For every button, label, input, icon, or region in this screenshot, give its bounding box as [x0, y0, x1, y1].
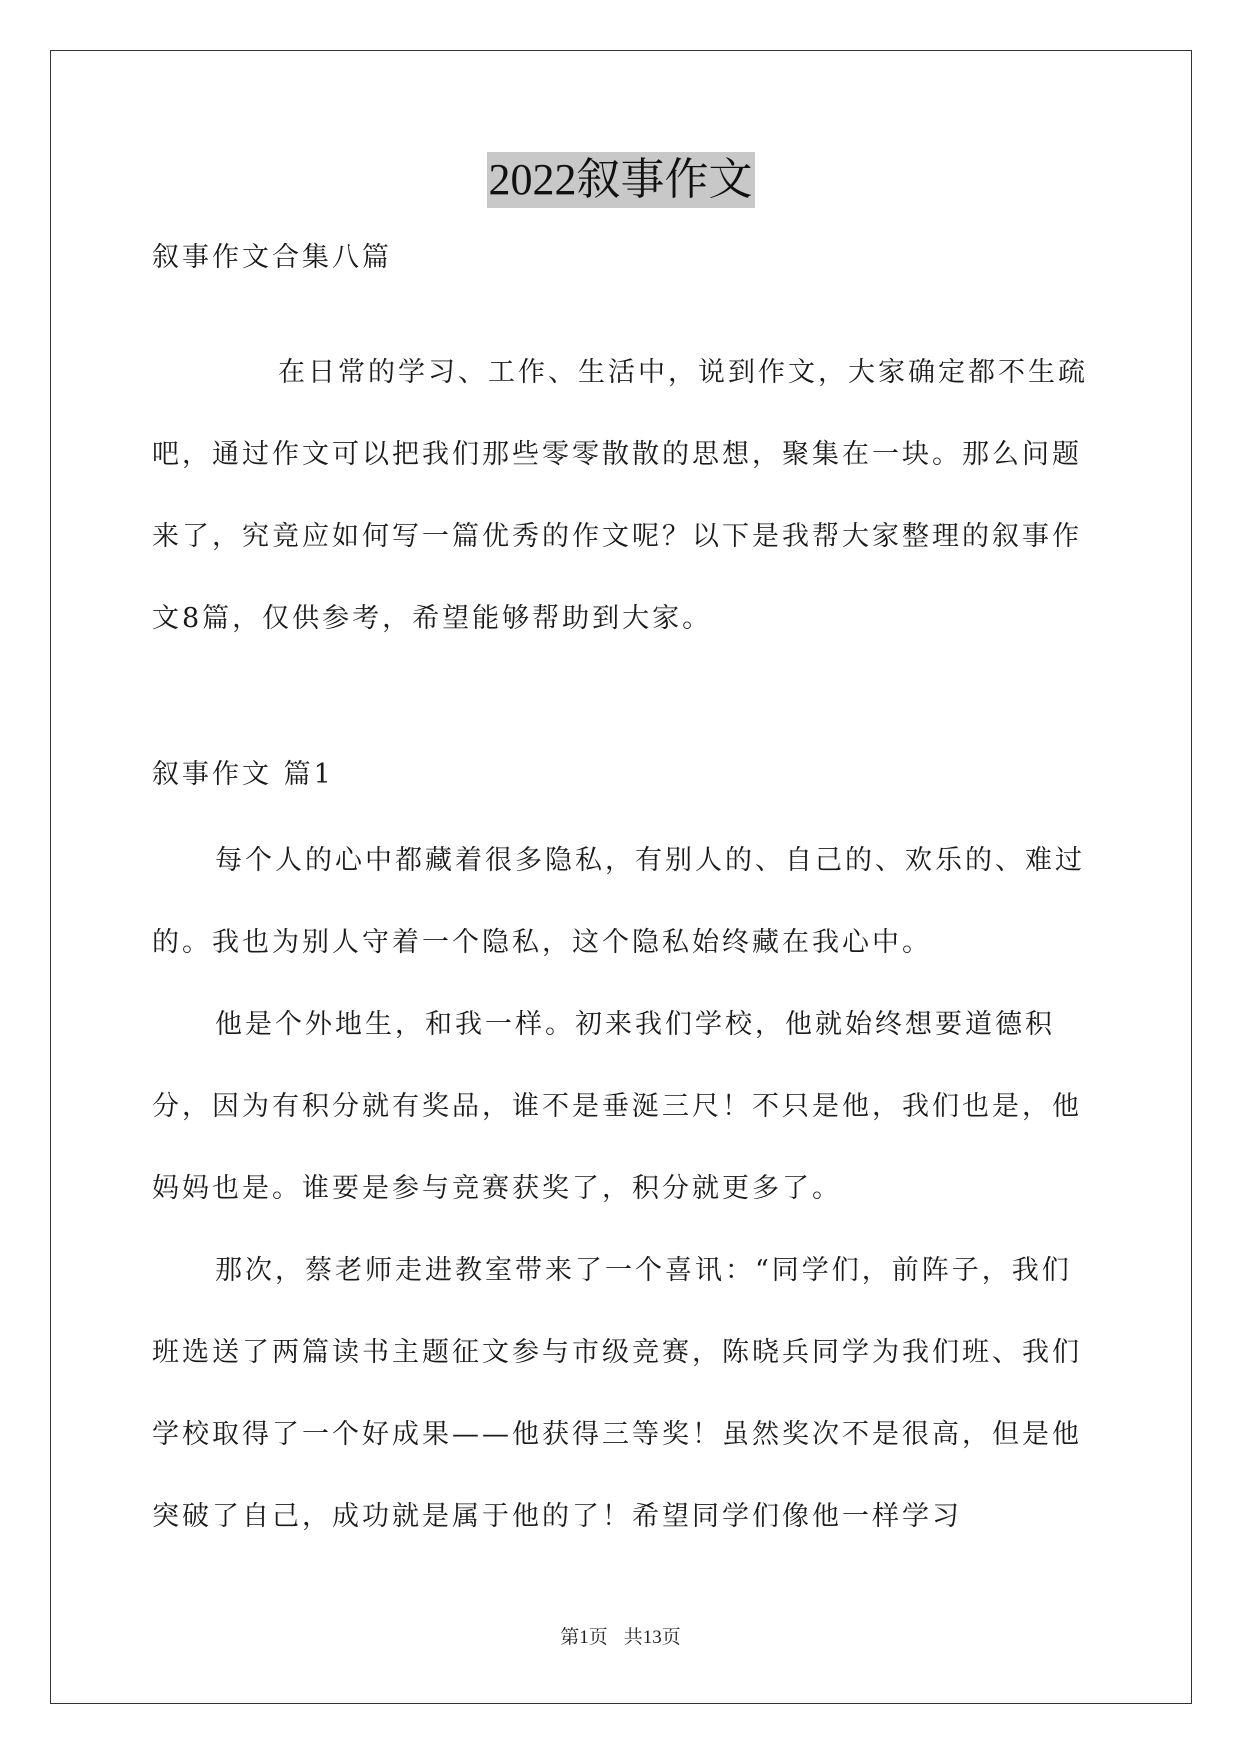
document-subtitle: 叙事作文合集八篇	[152, 242, 392, 273]
section-heading: 叙事作文 篇1	[152, 759, 334, 790]
intro-section	[152, 332, 1092, 660]
page-total: 共13页	[623, 1627, 681, 1648]
paragraph-1: 每个人的心中都藏着很多隐私，有别人的、自己的、欢乐的、难过的。我也为别人守着一个隐私，这个隐私始终藏在我心中。	[152, 845, 1085, 958]
page-footer	[0, 1622, 1241, 1649]
intro-paragraph: 在日常的学习、工作、生活中，说到作文，大家确定都不生疏吧，通过作文可以把我们那些零零散散的思想，聚集在一块。那么问题来了，究竟应如何写一篇优秀的作文呢？以下是我帮大家整理的叙事作文8篇，仅供参考，希望能够帮助到大家。	[152, 357, 1088, 634]
page-number: 第1页	[560, 1627, 608, 1648]
title-container	[0, 152, 1241, 208]
document-title: 2022叙事作文	[487, 152, 755, 208]
paragraph-3: 那次，蔡老师走进教室带来了一个喜讯：“同学们，前阵子，我们班选送了两篇读书主题征文参与市级竞赛，陈晓兵同学为我们班、我们学校取得了一个好成果——他获得三等奖！虽然奖次不是很高，但是他突破了自己，成功就是属于他的了！希望同学们像他一样学习	[152, 1255, 1082, 1532]
essay-body	[152, 820, 1092, 1558]
paragraph-2: 他是个外地生，和我一样。初来我们学校，他就始终想要道德积分，因为有积分就有奖品，谁不是垂涎三尺！不只是他，我们也是，他妈妈也是。谁要是参与竞赛获奖了，积分就更多了。	[152, 1009, 1082, 1204]
